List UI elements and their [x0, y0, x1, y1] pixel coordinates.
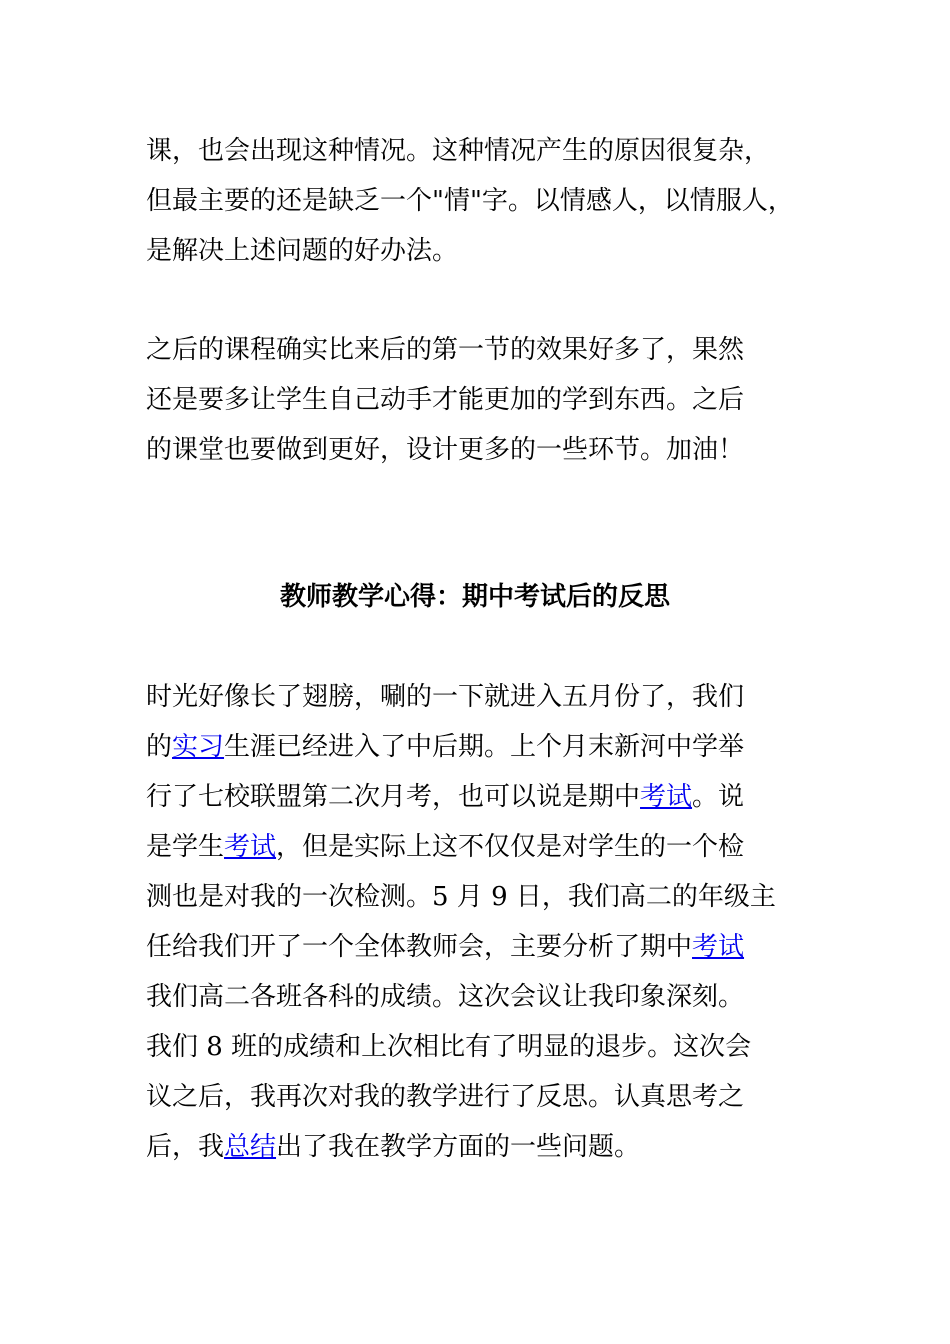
paragraph-1-line-2: 但最主要的还是缺乏一个"情"字。以情感人，以情服人，: [146, 186, 794, 216]
text-segment: 的: [146, 732, 173, 762]
summary-link[interactable]: 总结: [224, 1132, 277, 1162]
paragraph-1: [146, 126, 826, 276]
paragraph-2: [146, 325, 826, 475]
text-segment: 时光好像长了翅膀，唰的一下就进入五月份了，我们: [146, 682, 745, 712]
text-segment: 出了我在教学方面的一些问题。: [276, 1132, 641, 1162]
exam-link[interactable]: 考试: [640, 782, 693, 812]
text-segment: 。说: [692, 782, 745, 812]
paragraph-3-line-8: [146, 1022, 826, 1072]
text-segment: 议之后，我再次对我的教学进行了反思。认真思考之: [146, 1082, 745, 1112]
internship-link[interactable]: 实习: [172, 732, 225, 762]
exam-link[interactable]: 考试: [224, 832, 277, 862]
paragraph-3-line-9: [146, 1072, 826, 1122]
paragraph-1-line-3: 是解决上述问题的好办法。: [146, 236, 459, 266]
text-segment: 我们高二各班各科的成绩。这次会议让我印象深刻。: [146, 982, 745, 1012]
paragraph-3-line-7: [146, 972, 826, 1022]
text-segment: 我们 8 班的成绩和上次相比有了明显的退步。这次会: [146, 1032, 752, 1062]
paragraph-2-line-2: 还是要多让学生自己动手才能更加的学到东西。之后: [146, 385, 745, 415]
paragraph-3-line-4: [146, 822, 826, 872]
paragraph-3-line-2: [146, 722, 826, 772]
article-title: 教师教学心得：期中考试后的反思: [279, 582, 670, 612]
paragraph-3-line-6: [146, 922, 826, 972]
paragraph-3-line-1: [146, 672, 826, 722]
text-segment: 生涯已经进入了中后期。上个月末新河中学举: [224, 732, 745, 762]
text-segment: 是学生: [146, 832, 225, 862]
text-segment: 后，我: [146, 1132, 225, 1162]
exam-link[interactable]: 考试: [692, 932, 745, 962]
text-segment: 测也是对我的一次检测。5 月 9 日，我们高二的年级主: [146, 882, 776, 912]
text-segment: 行了七校联盟第二次月考，也可以说是期中: [146, 782, 641, 812]
paragraph-3-line-3: [146, 772, 826, 822]
text-segment: 任给我们开了一个全体教师会，主要分析了期中: [146, 932, 693, 962]
paragraph-1-line-1: 课，也会出现这种情况。这种情况产生的原因很复杂，: [146, 136, 771, 166]
paragraph-3-line-10: [146, 1122, 826, 1172]
paragraph-2-line-3: 的课堂也要做到更好，设计更多的一些环节。加油！: [146, 435, 745, 465]
paragraph-3: [146, 672, 826, 1172]
paragraph-3-line-5: [146, 872, 826, 922]
text-segment: ，但是实际上这不仅仅是对学生的一个检: [276, 832, 745, 862]
paragraph-2-line-1: 之后的课程确实比来后的第一节的效果好多了，果然: [146, 335, 745, 365]
